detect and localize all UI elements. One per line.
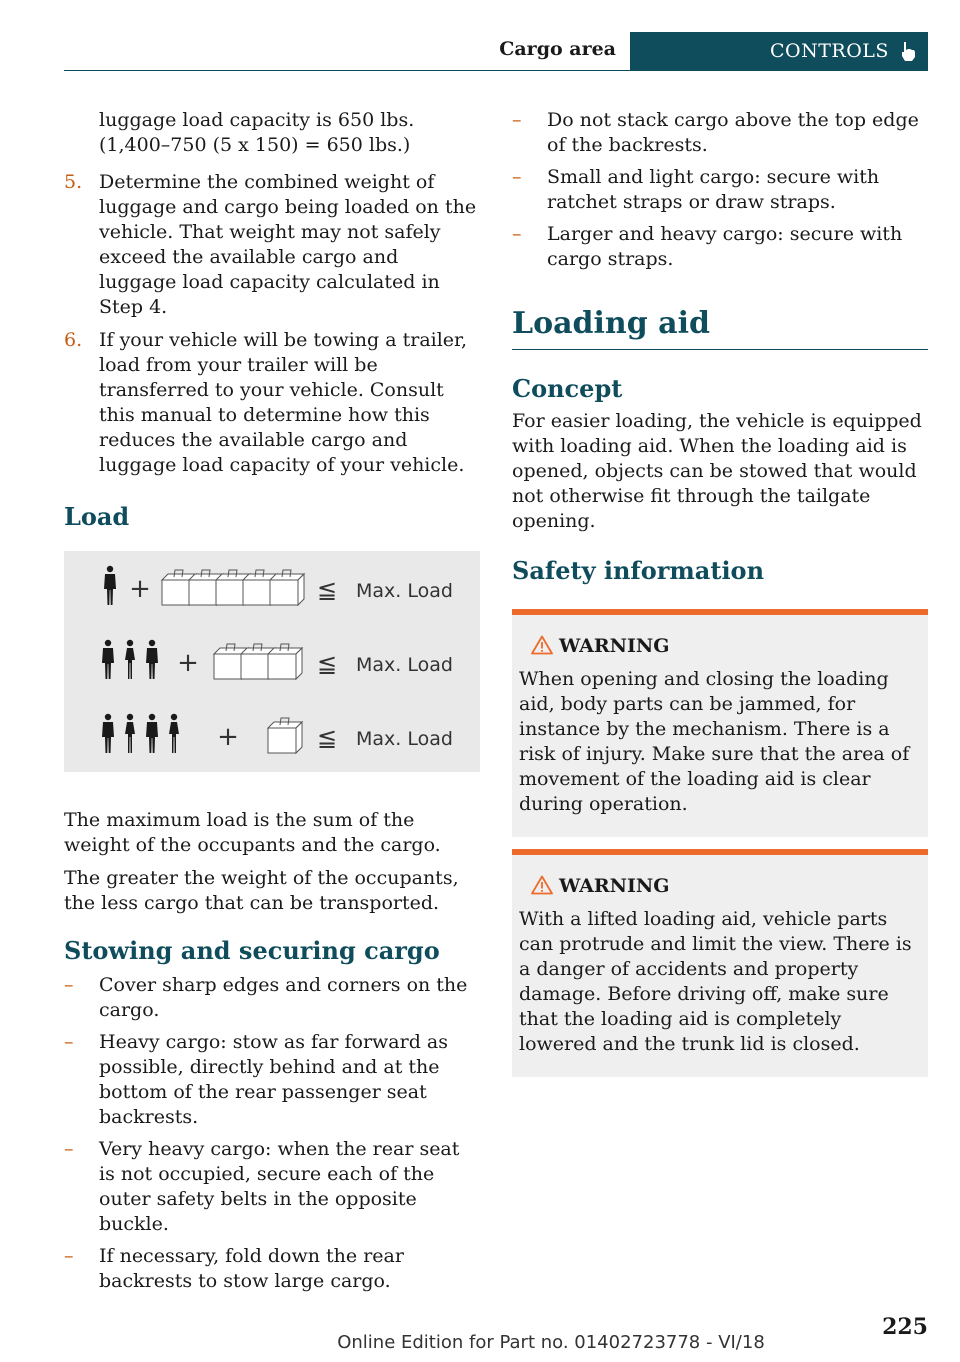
step-text: Determine the combined weight of luggage and cargo being loaded on the vehicle. That weight may not safely exceed the available cargo and luggage load capacity calculated in Step 4.	[99, 171, 477, 318]
step-5	[64, 170, 480, 320]
person-body	[125, 648, 135, 679]
loading-aid-heading: Loading aid	[512, 306, 928, 350]
list-item	[64, 973, 480, 1023]
max-load-paragraph: The maximum load is the sum of the weight of the occupants and the cargo.	[64, 809, 441, 856]
suitcase-front	[268, 728, 296, 753]
person-body	[104, 574, 116, 605]
suitcase-front	[216, 580, 244, 605]
suitcase-front	[270, 580, 298, 605]
step-6	[64, 328, 480, 478]
list-item-text: Heavy cargo: stow as far forward as possible, directly behind and at the bottom of the rear passenger seat backrests.	[99, 1031, 448, 1128]
suitcase-front	[268, 654, 296, 679]
warning-title	[519, 635, 921, 659]
header-section-title: Cargo area	[499, 38, 616, 60]
warning-text: With a lifted loading aid, vehicle parts can protrude and limit the view. There is a danger of accidents and property damage. Before driving off, make sure that the loading aid is completely lowered and the trunk lid is closed.	[519, 908, 912, 1055]
pointing-hand-icon	[898, 40, 918, 62]
warning-triangle-icon	[531, 875, 553, 895]
list-item-text: Cover sharp edges and corners on the cargo.	[99, 974, 468, 1021]
suitcase-icon	[270, 570, 304, 605]
header-chapter-label: CONTROLS	[770, 40, 889, 62]
warning-title-text: WARNING	[559, 635, 670, 657]
warning-box	[512, 609, 928, 837]
continued-text: luggage load capacity is 650 lbs. (1,400–750 (5 x 150) = 650 lbs.)	[99, 109, 415, 156]
suitcase-side	[298, 574, 304, 605]
female-person-icon	[169, 714, 179, 753]
dash-bullet: –	[512, 109, 522, 131]
plus-sign: +	[129, 574, 151, 604]
concept-heading: Concept	[512, 374, 623, 403]
list-item-text: Very heavy cargo: when the rear seat is not occupied, secure each of the outer safety belts in the opposite buckle.	[99, 1138, 460, 1235]
person-head	[127, 640, 133, 646]
suitcase-side	[296, 722, 302, 753]
less-equal-sign: ≦	[316, 576, 338, 604]
person-body	[102, 648, 114, 679]
plus-sign: +	[217, 722, 239, 752]
list-item	[512, 108, 928, 158]
dash-bullet: –	[64, 1031, 74, 1053]
male-person-icon	[102, 714, 114, 753]
suitcase-front	[243, 580, 271, 605]
female-person-icon	[125, 714, 135, 753]
person-body	[146, 648, 158, 679]
page-number: 225	[882, 1314, 928, 1340]
male-person-icon	[146, 714, 158, 753]
suitcase-icon	[268, 718, 302, 753]
left-column	[64, 108, 480, 1301]
step-number: 5.	[64, 171, 83, 193]
max-load-label: Max. Load	[356, 654, 453, 676]
suitcase-front	[162, 580, 190, 605]
list-item-text: Larger and heavy cargo: secure with cargo straps.	[547, 223, 903, 270]
list-item	[64, 1137, 480, 1237]
plus-sign: +	[177, 648, 199, 678]
suitcase-side	[296, 648, 302, 679]
list-item	[64, 1030, 480, 1130]
person-head	[105, 640, 111, 646]
less-equal-sign: ≦	[316, 724, 338, 752]
warning-title-text: WARNING	[559, 875, 670, 897]
suitcase-front	[189, 580, 217, 605]
dash-bullet: –	[64, 974, 74, 996]
person-head	[171, 714, 177, 720]
warning-triangle-icon	[531, 635, 553, 655]
load-heading: Load	[64, 502, 130, 531]
person-head	[149, 640, 155, 646]
person-body	[102, 722, 114, 753]
person-head	[127, 714, 133, 720]
suitcase-front	[214, 654, 242, 679]
list-item	[512, 165, 928, 215]
male-person-icon	[104, 566, 116, 605]
suitcase-icon	[268, 644, 302, 679]
person-head	[105, 714, 111, 720]
less-equal-sign: ≦	[316, 650, 338, 678]
max-load-label: Max. Load	[356, 580, 453, 602]
dash-bullet: –	[64, 1138, 74, 1160]
person-head	[107, 566, 113, 572]
person-body	[146, 722, 158, 753]
list-item	[512, 222, 928, 272]
dash-bullet: –	[64, 1245, 74, 1267]
person-head	[149, 714, 155, 720]
right-column	[512, 108, 928, 1077]
dash-bullet: –	[512, 223, 522, 245]
list-item-text: If necessary, fold down the rear backrests to stow large cargo.	[99, 1245, 404, 1292]
male-person-icon	[102, 640, 114, 679]
suitcase-front	[241, 654, 269, 679]
stowing-heading: Stowing and securing cargo	[64, 936, 440, 965]
concept-paragraph: For easier loading, the vehicle is equipped with loading aid. When the loading aid is opened, objects can be stowed that would not otherwise fit through the tailgate opening.	[512, 410, 922, 532]
dash-bullet: –	[512, 166, 522, 188]
load-diagram	[64, 551, 480, 772]
footer-edition: Online Edition for Part no. 01402723778 - VI/18	[337, 1332, 765, 1353]
header-chapter-tab	[630, 32, 928, 71]
warning-box	[512, 849, 928, 1077]
load-diagram-graphic	[64, 551, 480, 772]
occupants-paragraph: The greater the weight of the occupants, the less cargo that can be transported.	[64, 867, 459, 914]
max-load-label: Max. Load	[356, 728, 453, 750]
female-person-icon	[125, 640, 135, 679]
male-person-icon	[146, 640, 158, 679]
person-body	[169, 722, 179, 753]
step-number: 6.	[64, 329, 83, 351]
list-item-text: Do not stack cargo above the top edge of the backrests.	[547, 109, 919, 156]
person-body	[125, 722, 135, 753]
step-text: If your vehicle will be towing a trailer, load from your trailer will be transferred to your vehicle. Consult this manual to determine how this reduces the available cargo and luggage load capacity of your vehicle.	[99, 329, 468, 476]
safety-heading: Safety information	[512, 556, 765, 585]
warning-title	[519, 875, 921, 899]
warning-text: When opening and closing the loading aid, body parts can be jammed, for instance by the mechanism. There is a risk of injury. Make sure that the area of movement of the loading aid is clear during operation.	[519, 668, 910, 815]
header-rule	[64, 70, 928, 71]
list-item-text: Small and light cargo: secure with ratchet straps or draw straps.	[547, 166, 880, 213]
list-item	[64, 1244, 480, 1294]
